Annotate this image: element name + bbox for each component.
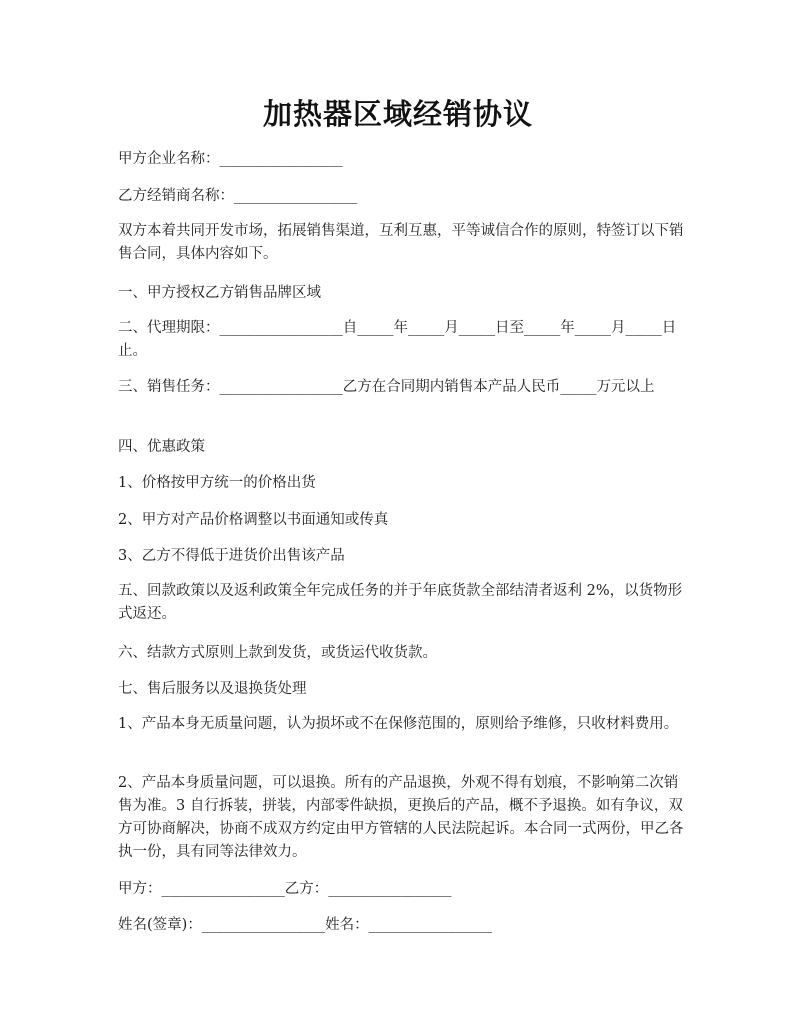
section-4-item-1: 1、价格按甲方统一的价格出货 xyxy=(118,475,316,491)
signature-names-line: 姓名(签章)：_________________姓名：_________________ xyxy=(118,917,492,933)
party-a-company-line: 甲方企业名称：_________________ xyxy=(118,151,343,167)
section-7-item-2: 2、产品本身质量问题，可以退换。所有的产品退换，外观不得有划痕，不影响第二次销售为准。3 自行拆装，拼装，内部零件缺损，更换后的产品，概不予退换。如有争议，双方可协商解决，协商不成双方约定由甲方管辖的人民法院起诉。本合同一式两份，甲乙各执一份，具有同等法律效力。 xyxy=(118,775,684,860)
section-6-settlement: 六、结款方式原则上款到发货，或货运代收货款。 xyxy=(118,645,437,661)
section-2-term: 二、代理期限：_________________自_____年_____月_____日至_____年_____月_____日止。 xyxy=(118,320,677,359)
document-title: 加热器区域经销协议 xyxy=(262,97,533,131)
section-7-item-1: 1、产品本身无质量问题，认为损坏或不在保修范围的，原则给予维修，只收材料费用。 xyxy=(118,716,679,732)
section-4-item-2: 2、甲方对产品价格调整以书面通知或传真 xyxy=(118,512,389,528)
section-4-heading: 四、优惠政策 xyxy=(118,439,205,455)
section-3-sales-target: 三、销售任务：_________________乙方在合同期内销售本产品人民币_____万元以上 xyxy=(118,379,655,395)
section-7-heading: 七、售后服务以及退换货处理 xyxy=(118,681,307,697)
signature-parties-line: 甲方：_________________乙方：_________________ xyxy=(118,881,452,897)
party-b-dealer-line: 乙方经销商名称：_________________ xyxy=(118,188,358,204)
section-5-payment-rebate: 五、回款政策以及返利政策全年完成任务的并于年底货款全部结清者返利 2%，以货物形式返还。 xyxy=(118,583,683,622)
section-1-heading: 一、甲方授权乙方销售品牌区域 xyxy=(118,285,321,301)
section-4-item-3: 3、乙方不得低于进货价出售该产品 xyxy=(118,548,345,564)
intro-paragraph: 双方本着共同开发市场，拓展销售渠道，互利互惠，平等诚信合作的原则，特签订以下销售合同，具体内容如下。 xyxy=(118,223,684,262)
